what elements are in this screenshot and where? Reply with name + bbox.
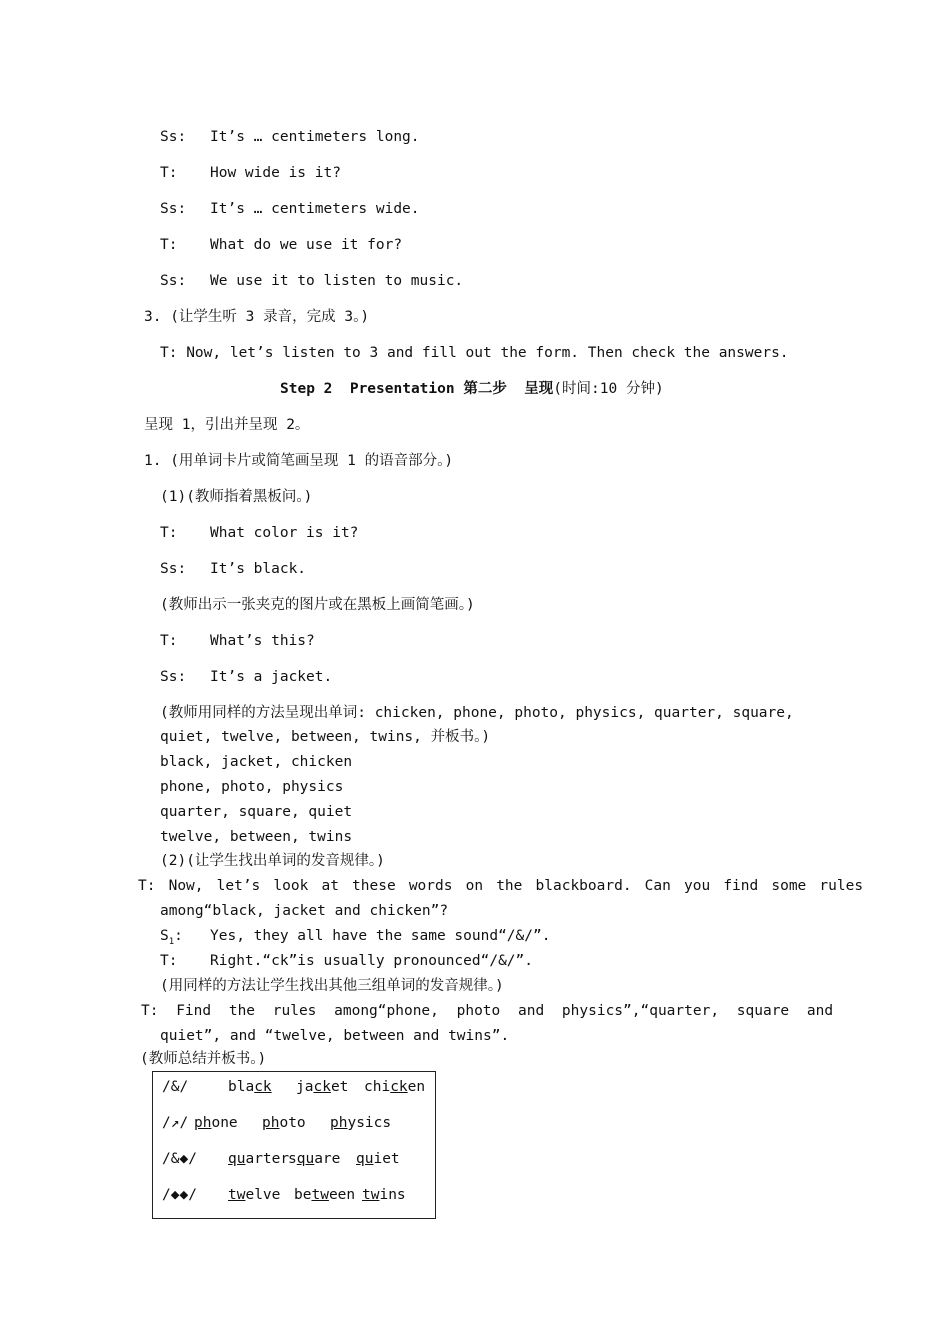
- speaker-label: [160, 926, 210, 952]
- item-1-instruction: 1. (用单词卡片或简笔画呈现 1 的语音部分。): [144, 453, 454, 469]
- step-heading: [280, 379, 664, 399]
- phonetic-symbol: /&/: [162, 1079, 189, 1095]
- word-group: quarter, square, quiet: [160, 804, 353, 820]
- speaker-label: Ss:: [160, 201, 187, 217]
- speaker-sub: 1: [168, 936, 175, 947]
- word-group: phone, photo, physics: [160, 779, 344, 795]
- dialog-line: [160, 127, 420, 147]
- dialog-text: Right.“ck”is usually pronounced“/&/”.: [210, 953, 534, 969]
- board-word: chicken: [364, 1079, 426, 1095]
- dialog-text: What do we use it for?: [210, 237, 403, 253]
- dialog-text: It’s a jacket.: [210, 669, 333, 685]
- board-word: physics: [330, 1115, 392, 1131]
- dialog-line: [160, 271, 463, 291]
- dialog-text: We use it to listen to music.: [210, 273, 464, 289]
- sub-step-2: (2)(让学生找出单词的发音规律。): [160, 853, 385, 869]
- board-word: photo: [262, 1115, 306, 1131]
- dialog-text: How wide is it?: [210, 165, 341, 181]
- teacher-note: quiet, twelve, between, twins, 并板书。): [160, 729, 491, 745]
- speaker-colon: :: [174, 928, 183, 944]
- phonetic-symbol: /↗/: [162, 1115, 189, 1131]
- dialog-text: It’s … centimeters long.: [210, 129, 420, 145]
- teacher-note: (教师出示一张夹克的图片或在黑板上画简笔画。): [160, 597, 475, 613]
- word-group: black, jacket, chicken: [160, 754, 353, 770]
- speaker-label: T:: [160, 237, 178, 253]
- teacher-text: T: Now, let’s look at these words on the blackboard. Can you find some rules: [138, 878, 864, 894]
- teacher-text: T: Find the rules among“phone, photo and physics”,“quarter, square and: [141, 1003, 834, 1019]
- speaker-label: T:: [160, 525, 178, 541]
- intro-text: 呈现 1，引出并呈现 2。: [144, 417, 310, 433]
- teacher-line-cont: quiet”, and “twelve, between and twins”.: [160, 1028, 510, 1044]
- dialog-text: What color is it?: [210, 525, 359, 541]
- speaker-label: Ss:: [160, 129, 187, 145]
- board-row: [162, 1077, 425, 1097]
- step-time: (时间:10 分钟): [553, 381, 664, 397]
- dialog-line: [160, 199, 420, 219]
- dialog-line: [160, 235, 402, 255]
- speaker-label: T:: [160, 165, 178, 181]
- board-row: [162, 1185, 406, 1205]
- board-word: twins: [362, 1187, 406, 1203]
- teacher-note: (教师用同样的方法呈现出单词: chicken, phone, photo, physics, quarter, square,: [160, 705, 794, 721]
- speaker-label: Ss:: [160, 561, 187, 577]
- item-3-instruction: 3. (让学生听 3 录音，完成 3。): [144, 309, 370, 325]
- word-group: twelve, between, twins: [160, 829, 353, 845]
- blackboard-summary-table: [152, 1071, 436, 1219]
- dialog-line: [160, 951, 533, 971]
- dialog-line: [160, 667, 332, 687]
- board-row: [162, 1113, 391, 1133]
- speaker-label: Ss:: [160, 669, 187, 685]
- dialog-line: [160, 523, 358, 543]
- teacher-line: [141, 1001, 833, 1021]
- board-word: square: [288, 1151, 341, 1167]
- board-word: jacket: [296, 1079, 349, 1095]
- teacher-note: (教师总结并板书。): [140, 1051, 267, 1067]
- board-word: between: [294, 1187, 356, 1203]
- dialog-text: It’s … centimeters wide.: [210, 201, 420, 217]
- board-word: twelve: [228, 1187, 281, 1203]
- speaker-label: Ss:: [160, 273, 187, 289]
- phonetic-symbol: /&◆/: [162, 1151, 197, 1167]
- sub-step-1: (1)(教师指着黑板问。): [160, 489, 313, 505]
- speaker-letter: S: [160, 928, 169, 944]
- phonetic-symbol: /◆◆/: [162, 1187, 197, 1203]
- board-word: black: [228, 1079, 272, 1095]
- speaker-label: T:: [160, 633, 178, 649]
- step-title: Step 2 Presentation 第二步 呈现: [280, 381, 554, 397]
- teacher-line: [138, 876, 864, 896]
- dialog-line: [160, 926, 550, 952]
- dialog-text: Yes, they all have the same sound“/&/”.: [210, 928, 551, 944]
- dialog-line: [160, 631, 315, 651]
- dialog-line: [160, 559, 306, 579]
- teacher-line: T: Now, let’s listen to 3 and fill out the form. Then check the answers.: [160, 345, 789, 361]
- board-word: quarter: [228, 1151, 290, 1167]
- dialog-line: [160, 163, 341, 183]
- teacher-line-cont: among“black, jacket and chicken”?: [160, 903, 449, 919]
- dialog-text: What’s this?: [210, 633, 315, 649]
- board-word: phone: [194, 1115, 238, 1131]
- dialog-text: It’s black.: [210, 561, 307, 577]
- board-row: [162, 1149, 400, 1169]
- teacher-note: (用同样的方法让学生找出其他三组单词的发音规律。): [160, 978, 504, 994]
- board-word: quiet: [356, 1151, 400, 1167]
- speaker-label: T:: [160, 953, 178, 969]
